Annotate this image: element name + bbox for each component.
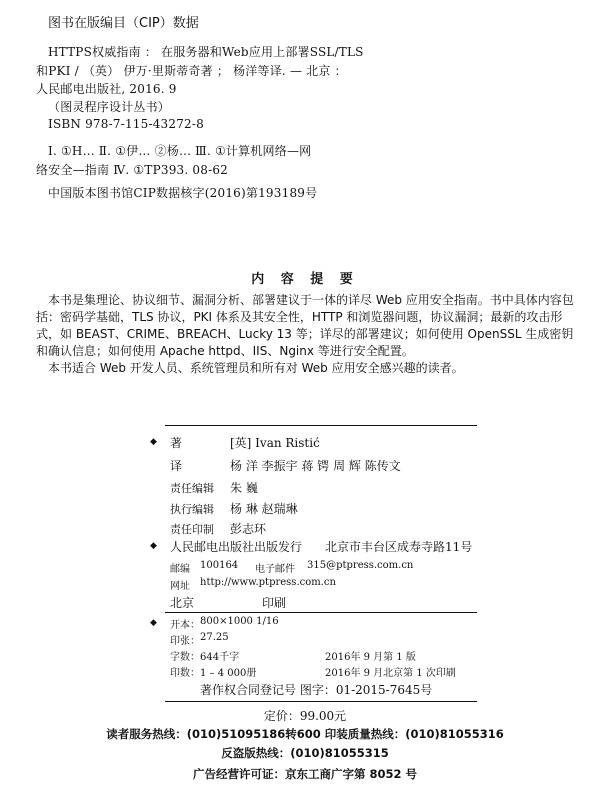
cip-line: ISBN 978-7-115-43272-8 (48, 117, 204, 131)
copies-label: 印数： (170, 668, 200, 679)
email-label: 电子邮件 (255, 564, 295, 575)
cip-header: 图书在版编目（CIP）数据 (48, 16, 199, 31)
summary-title: 内 容 提 要 (251, 272, 359, 287)
author-label: 著 (170, 436, 183, 450)
edition: 2016年 9 月第 1 版 (325, 652, 416, 663)
postcode-label: 邮编 (170, 564, 190, 575)
postcode: 100164 (200, 560, 239, 571)
ad-license: 广告经营许可证：京东工商广字第 8052 号 (192, 767, 417, 781)
copies: 1 – 4 000册 (200, 668, 257, 679)
summary-paragraph: 本书适合 Web 开发人员、系统管理员和所有对 Web 应用安全感兴趣的读者。 (48, 361, 464, 375)
translator-label: 译 (170, 459, 183, 473)
copyright-registration: 著作权合同登记号 图字：01-2015-7645号 (200, 683, 433, 697)
print-city: 北京 (170, 596, 195, 610)
cip-line: 和PKI / （英） 伊万·里斯蒂奇著 ； 杨洋等译. — 北京 ： (36, 64, 347, 78)
editor-label: 责任编辑 (170, 482, 214, 495)
cip-line: 人民邮电出版社, 2016. 9 (36, 82, 177, 96)
printer-label: 印刷 (262, 596, 287, 610)
words-label: 字数： (170, 652, 200, 663)
cip-line: （图灵程序设计丛书） (48, 100, 171, 114)
author: [英] Ivan Ristić (230, 436, 320, 450)
editor: 朱 巍 (230, 481, 258, 495)
cip-line: HTTPS权威指南 ： 在服务器和Web应用上部署SSL/TLS (48, 45, 364, 59)
divider (165, 425, 477, 426)
bullet-icon: ◆ (150, 541, 157, 551)
publisher-address: 北京市丰台区成寿寺路11号 (325, 540, 473, 554)
exec-editors: 杨 琳 赵瑞琳 (230, 502, 298, 516)
printing: 2016年 9 月北京第 1 次印刷 (325, 668, 456, 679)
cip-line: 络安全—指南 Ⅳ. ①TP393. 08-62 (36, 163, 228, 177)
publisher: 人民邮电出版社出版发行 (170, 540, 303, 554)
cip-line: Ⅰ. ①H… Ⅱ. ①伊… ②杨… Ⅲ. ①计算机网络—网 (48, 144, 312, 158)
format: 800×1000 1/16 (200, 616, 279, 627)
piracy-hotline: 反盗版热线：(010)81055315 (221, 746, 389, 760)
divider (165, 612, 477, 613)
translators: 杨 洋 李振宇 蒋 锷 周 辉 陈传文 (230, 459, 401, 473)
print-manager: 彭志环 (230, 522, 267, 536)
website: http://www.ptpress.com.cn (200, 577, 336, 588)
sheets-label: 印张： (170, 636, 200, 647)
sheets: 27.25 (200, 632, 229, 643)
exec-editor-label: 执行编辑 (170, 503, 214, 516)
print-manager-label: 责任印制 (170, 523, 214, 536)
words: 644千字 (200, 652, 240, 663)
summary-paragraph: 本书是集理论、协议细节、漏洞分析、部署建议于一体的详尽 Web 应用安全指南。书中具体内容包括：密码学基础，TLS 协议，PKI 体系及其安全性，HTTP 和浏览器问题，协议漏洞；最新的攻击形式，如 BEAST、CRIME、BREACH、Lucky 13 等；详尽的部署建议；如何使用 OpenSSL 生成密钥和确认信息；如何使用 Apache httpd、IIS、Nginx 等进行安全配置。 (36, 293, 574, 358)
price: 定价：99.00元 (263, 709, 347, 723)
email: 315@ptpress.com.cn (307, 560, 414, 571)
website-label: 网址 (170, 581, 190, 592)
bullet-icon: ◆ (150, 618, 157, 628)
cip-number: 中国版本图书馆CIP数据核字(2016)第193189号 (48, 186, 318, 200)
service-hotline: 读者服务热线：(010)51095186转600 印装质量热线：(010)81055316 (106, 727, 504, 741)
bullet-icon: ◆ (150, 437, 157, 447)
divider (165, 701, 477, 702)
format-label: 开本： (170, 620, 200, 631)
